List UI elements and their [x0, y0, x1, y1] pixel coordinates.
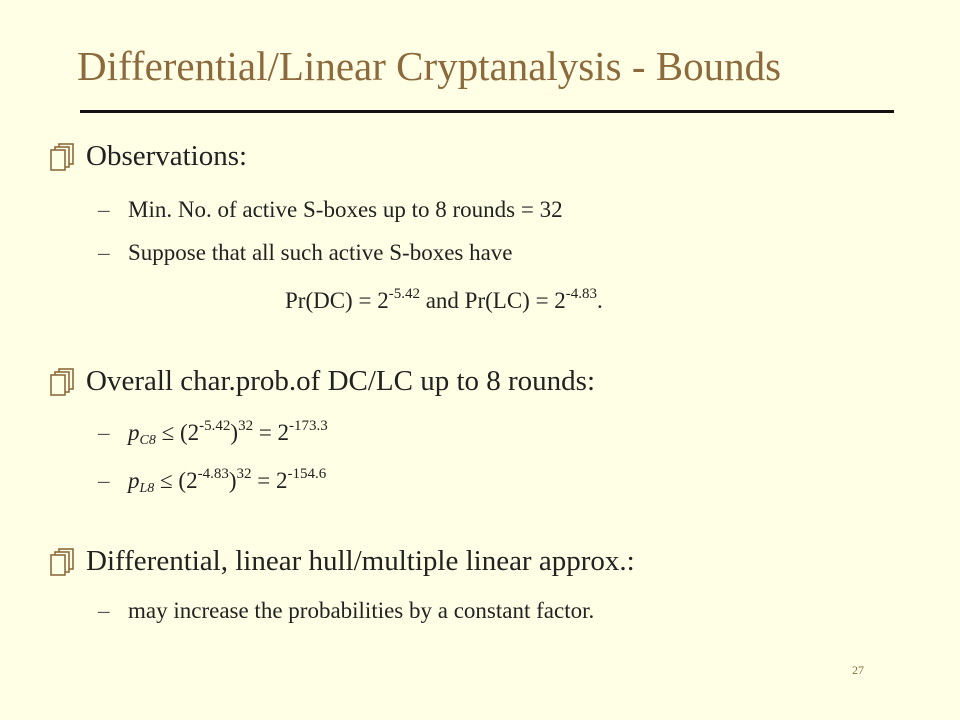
subscript: C8: [139, 433, 156, 448]
formula-part: ): [228, 468, 237, 493]
bullet-label: Observations:: [86, 140, 248, 172]
bullet-overall-prob: [50, 365, 595, 398]
bullet-label: Differential, linear hull/multiple linear approx.:: [86, 545, 635, 577]
formula-part: ≤ (2: [154, 468, 198, 493]
exponent: -173.3: [289, 418, 328, 434]
sub-item-pl8: [98, 468, 326, 494]
sub-text: may increase the probabilities by a constant factor.: [128, 598, 595, 623]
dash: –: [98, 197, 110, 222]
sub-item: [98, 240, 513, 266]
exponent: -154.6: [287, 466, 327, 482]
bullet-label: Overall char.prob.of DC/LC up to 8 rounds:: [86, 365, 596, 397]
dash: –: [98, 598, 110, 623]
formula-part: Pr(DC) = 2: [285, 288, 389, 313]
dash: –: [98, 468, 110, 493]
title-divider: [80, 110, 894, 113]
bullet-observations: [50, 140, 247, 173]
sub-item: [98, 197, 563, 223]
formula-part: = 2: [251, 468, 288, 493]
formula-part: ): [230, 420, 239, 445]
formula-part: ≤ (2: [155, 420, 200, 445]
bullet-differential-linear-hull: [50, 545, 635, 578]
notepad-icon: [50, 142, 76, 172]
notepad-icon: [50, 367, 76, 397]
sub-text: Min. No. of active S-boxes up to 8 rounds = 32: [128, 197, 563, 222]
page-number: 27: [852, 663, 864, 677]
exponent: -4.83: [565, 286, 598, 302]
sub-item-pc8: [98, 420, 328, 446]
subscript: L8: [139, 481, 155, 496]
exponent: 32: [236, 466, 252, 482]
slide-title: Differential/Linear Cryptanalysis - Bounds: [77, 43, 782, 89]
notepad-icon: [50, 547, 76, 577]
exponent: -5.42: [388, 286, 420, 302]
exponent: 32: [238, 418, 254, 434]
variable: p: [128, 420, 140, 445]
probability-formula: [285, 288, 603, 314]
sub-item: [98, 598, 594, 624]
exponent: -5.42: [199, 418, 231, 434]
formula-part: and Pr(LC) = 2: [419, 288, 566, 313]
dash: –: [98, 240, 110, 265]
formula-part: .: [597, 288, 603, 313]
variable: p: [128, 468, 140, 493]
formula-part: = 2: [253, 420, 290, 445]
sub-text: Suppose that all such active S-boxes have: [128, 240, 513, 265]
exponent: -4.83: [197, 466, 229, 482]
dash: –: [98, 420, 110, 445]
